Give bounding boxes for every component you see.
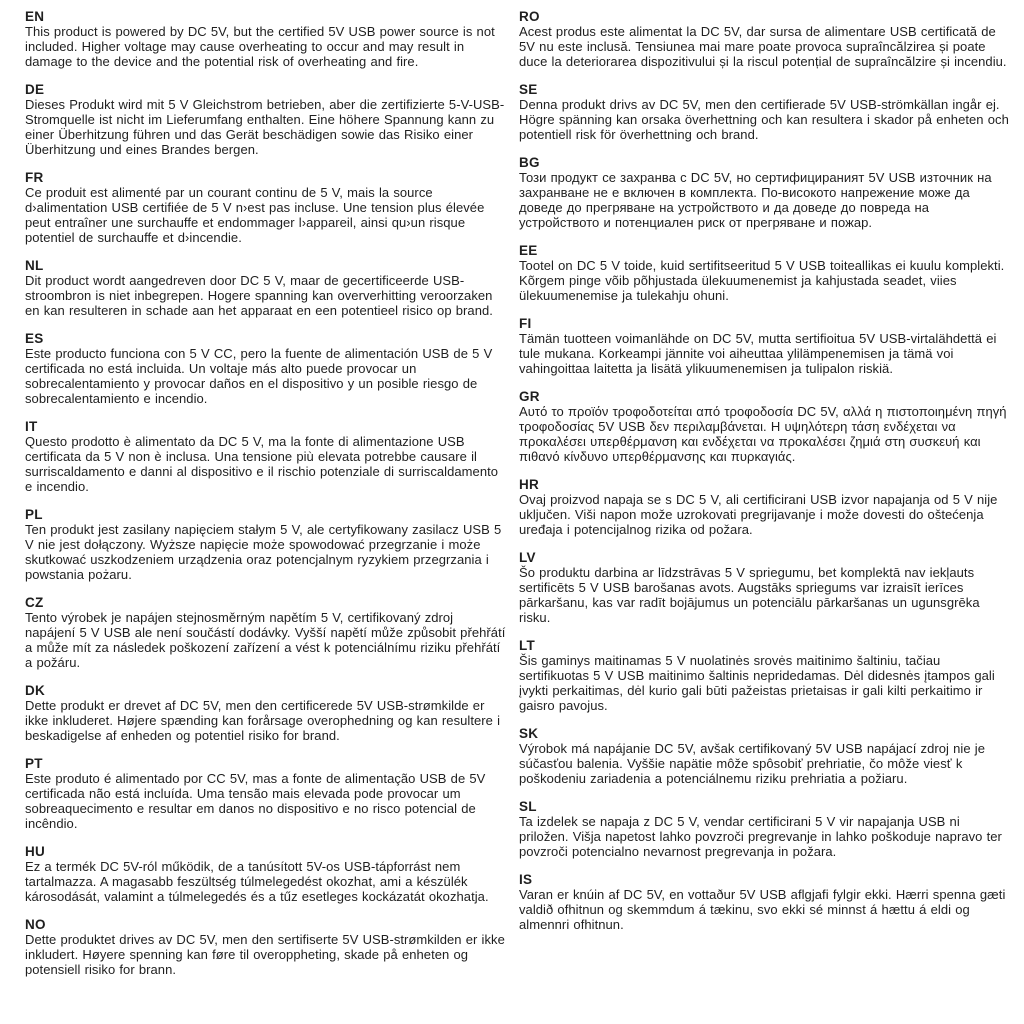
warning-text: Varan er knúin af DC 5V, en vottaður 5V USB aflgjafi fylgir ekki. Hærri spenna gæti valdið ofhitnun og skemmdum á tækinu, svo ekki sé minnst á hættu á eldi og almennri ofhitnun.	[519, 887, 1006, 932]
language-code-label: CZ	[25, 595, 44, 610]
warning-text: Acest produs este alimentat la DC 5V, dar sursa de alimentare USB certificată de 5V nu este inclusă. Tensiunea mai mare poate provoca supraîncălzirea și poate duce la deteriorarea dispozitivului și la riscul potențial de supraîncălzire și incendiu.	[519, 24, 1007, 69]
language-code-label: DE	[25, 82, 45, 97]
language-code-label: HR	[519, 477, 539, 492]
language-section-ro	[519, 9, 1012, 69]
language-code-label: EE	[519, 243, 538, 258]
language-code-label: EN	[25, 9, 45, 24]
language-section-de	[25, 82, 507, 157]
language-code-label: FI	[519, 316, 532, 331]
warning-text: Dieses Produkt wird mit 5 V Gleichstrom betrieben, aber die zertifizierte 5-V-USB-Stromquelle ist nicht im Lieferumfang enthalten. Eine höhere Spannung kann zu einer Überhitzung führen und das Gerät beschädigen sowie das Risiko einer Überhitzung und eines Brandes bergen.	[25, 97, 505, 157]
language-section-fr	[25, 170, 507, 245]
warning-text: Dette produkt er drevet af DC 5V, men den certificerede 5V USB-strømkilde er ikke inkluderet. Højere spænding kan forårsage overophedning og kan resultere i beskadigelse af enheden og potentiel risiko for brand.	[25, 698, 501, 743]
language-section-sk	[519, 726, 1012, 786]
language-section-cz	[25, 595, 507, 670]
language-section-hr	[519, 477, 1012, 537]
warning-text: Šis gaminys maitinamas 5 V nuolatinės srovės maitinimo šaltiniu, tačiau sertifikuotas 5 V USB maitinimo šaltinis nepridedamas. Dėl didesnės įtampos gali įvykti perkaitimas, dėl kurio gali būti pažeistas prietaisas ir gali kilti perkaitimo ir gaisro pavojus.	[519, 653, 995, 713]
language-section-no	[25, 917, 507, 977]
warning-text: Denna produkt drivs av DC 5V, men den certifierade 5V USB-strömkällan ingår ej. Högre spänning kan orsaka överhettning och kan resultera i skador på enheten och potentiell risk för överhettning och brand.	[519, 97, 1009, 142]
warning-text: Questo prodotto è alimentato da DC 5 V, ma la fonte di alimentazione USB certificata da 5 V non è inclusa. Una tensione più elevata potrebbe causare il surriscaldamento e danni al dispositivo e il rischio potenziale di surriscaldamento e incendio.	[25, 434, 499, 494]
language-code-label: BG	[519, 155, 540, 170]
language-code-label: DK	[25, 683, 45, 698]
language-code-label: IS	[519, 872, 533, 887]
warning-text: Ta izdelek se napaja z DC 5 V, vendar certificirani 5 V vir napajanja USB ni priložen. Višja napetost lahko povzroči pregrevanje in lahko poškoduje napravo ter povzroči potencialno nevarnost pregrevanja in požara.	[519, 814, 1002, 859]
language-code-label: IT	[25, 419, 38, 434]
language-section-pl	[25, 507, 507, 582]
language-code-label: RO	[519, 9, 540, 24]
warning-text: Αυτό το προϊόν τροφοδοτείται από τροφοδοσία DC 5V, αλλά η πιστοποιημένη πηγή τροφοδοσίας 5V USB δεν περιλαμβάνεται. Η υψηλότερη τάση ενδέχεται να προκαλέσει υπερθέρμανση και ενδέχεται να προκαλέσει ζημιά στη συσκευή και πιθανό κίνδυνο υπερθέρμανσης και πυρκαγιάς.	[519, 404, 1007, 464]
language-section-se	[519, 82, 1012, 142]
language-section-it	[25, 419, 507, 494]
language-code-label: LT	[519, 638, 535, 653]
left-column	[25, 9, 507, 1024]
language-code-label: PT	[25, 756, 43, 771]
language-code-label: PL	[25, 507, 43, 522]
warning-text: Este produto é alimentado por CC 5V, mas a fonte de alimentação USB de 5V certificada não está incluída. Uma tensão mais elevada pode provocar um sobreaquecimento e resultar em danos no dispositivo e no risco potencial de incêndio.	[25, 771, 486, 831]
warning-text: Ce produit est alimenté par un courant continu de 5 V, mais la source d›alimentation USB certifiée de 5 V n›est pas incluse. Une tension plus élevée peut entraîner une surchauffe et endommager l›appareil, ainsi qu›un risque potentiel de surchauffe et d›incendie.	[25, 185, 485, 245]
language-section-bg	[519, 155, 1012, 230]
right-column	[519, 9, 1012, 1024]
language-section-gr	[519, 389, 1012, 464]
warning-text: This product is powered by DC 5V, but the certified 5V USB power source is not included. Higher voltage may cause overheating to occur and may result in damage to the device and the potential risk of overheating and fire.	[25, 24, 495, 69]
language-section-es	[25, 331, 507, 406]
warning-text: Ez a termék DC 5V-ról működik, de a tanúsított 5V-os USB-tápforrást nem tartalmazza. A magasabb feszültség túlmelegedést okozhat, ami a készülék károsodását, valamint a túlmelegedés és a tűz esetleges kockázatát okozhatja.	[25, 859, 489, 904]
language-section-is	[519, 872, 1012, 932]
language-code-label: GR	[519, 389, 540, 404]
warning-text: Tootel on DC 5 V toide, kuid sertifitseeritud 5 V USB toiteallikas ei kuulu komplekti. Kõrgem pinge võib põhjustada ülekuumenemist ja kahjustada seadet, viies ülekuumenemise ja tulekahju ohuni.	[519, 258, 1005, 303]
language-code-label: LV	[519, 550, 536, 565]
warning-text: Ten produkt jest zasilany napięciem stałym 5 V, ale certyfikowany zasilacz USB 5 V nie jest dołączony. Wyższe napięcie może spowodować przegrzanie i może skutkować uszkodzeniem urządzenia oraz potencjalnym ryzykiem przegrzania i powstania pożaru.	[25, 522, 502, 582]
language-code-label: SK	[519, 726, 539, 741]
language-section-en	[25, 9, 507, 69]
language-code-label: NL	[25, 258, 44, 273]
language-section-pt	[25, 756, 507, 831]
language-section-fi	[519, 316, 1012, 376]
language-section-ee	[519, 243, 1012, 303]
language-section-sl	[519, 799, 1012, 859]
language-code-label: NO	[25, 917, 46, 932]
warning-text: Výrobok má napájanie DC 5V, avšak certifikovaný 5V USB napájací zdroj nie je súčasťou balenia. Vyššie napätie môže spôsobiť prehriatie, čo môže viesť k poškodeniu zariadenia a potenciálnemu riziku prehriatia a požiaru.	[519, 741, 986, 786]
language-code-label: FR	[25, 170, 44, 185]
language-section-dk	[25, 683, 507, 743]
warning-text: Tento výrobek je napájen stejnosměrným napětím 5 V, certifikovaný zdroj napájení 5 V USB ale není součástí dodávky. Vyšší napětí může způsobit přehřátí a může mít za následek poškození zařízení a vést k potenciálnímu riziku přehřátí a požáru.	[25, 610, 506, 670]
warning-text: Dette produktet drives av DC 5V, men den sertifiserte 5V USB-strømkilden er ikke inkludert. Høyere spenning kan føre til overoppheting, skade på enheten og potensiell risiko for brann.	[25, 932, 505, 977]
warning-text: Този продукт се захранва с DC 5V, но сертифицираният 5V USB източник на захранване не е включен в комплекта. По-високото напрежение може да доведе до прегряване на устройството и да доведе до повреда на устройството и потенциален риск от прегряване и пожар.	[519, 170, 992, 230]
language-section-lv	[519, 550, 1012, 625]
language-section-hu	[25, 844, 507, 904]
warning-text: Dit product wordt aangedreven door DC 5 V, maar de gecertificeerde USB-stroombron is niet inbegrepen. Hogere spanning kan oververhitting veroorzaken en kan resulteren in schade aan het apparaat en een potentieel risico op brand.	[25, 273, 493, 318]
warning-text: Šo produktu darbina ar līdzstrāvas 5 V spriegumu, bet komplektā nav iekļauts sertificēts 5 V USB barošanas avots. Augstāks spriegums var izraisīt ierīces pārkaršanu, kas var radīt bojājumus un potenciālu pārkaršanas un ugunsgrēka risku.	[519, 565, 980, 625]
language-section-nl	[25, 258, 507, 318]
language-code-label: ES	[25, 331, 44, 346]
language-section-lt	[519, 638, 1012, 713]
language-code-label: HU	[25, 844, 45, 859]
language-code-label: SE	[519, 82, 538, 97]
warning-text: Tämän tuotteen voimanlähde on DC 5V, mutta sertifioitua 5V USB-virtalähdettä ei tule mukana. Korkeampi jännite voi aiheuttaa ylilämpenemisen ja tämä voi vahingoittaa laitetta ja lisätä ylikuumenemisen ja tulipalon riskiä.	[519, 331, 997, 376]
warning-text: Este producto funciona con 5 V CC, pero la fuente de alimentación USB de 5 V certificada no está incluida. Un voltaje más alto puede provocar un sobrecalentamiento y provocar daños en el dispositivo y un posible riesgo de sobrecalentamiento e incendio.	[25, 346, 493, 406]
warning-text: Ovaj proizvod napaja se s DC 5 V, ali certificirani USB izvor napajanja od 5 V nije uključen. Viši napon može uzrokovati pregrijavanje i može dovesti do oštećenja uređaja i potencijalnog rizika od požara.	[519, 492, 998, 537]
language-code-label: SL	[519, 799, 537, 814]
